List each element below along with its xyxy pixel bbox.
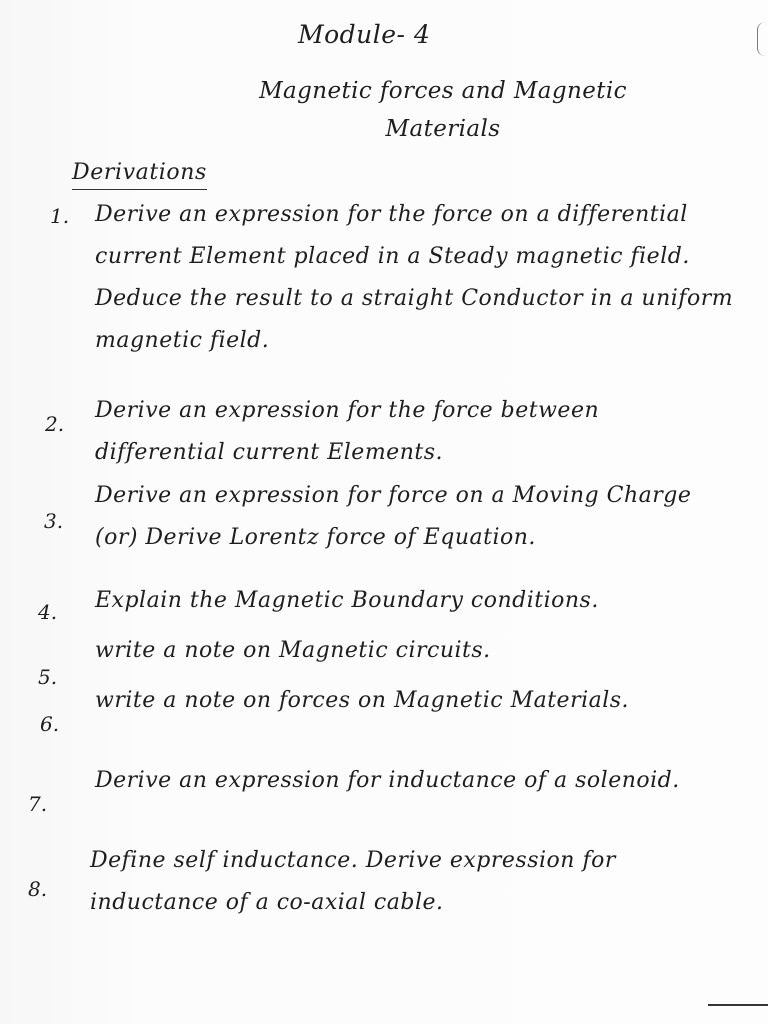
question-text-5: write a note on Magnetic circuits. [95,638,491,663]
question-number-1: 1. [50,204,70,228]
question-text-6: write a note on forces on Magnetic Materials. [95,688,630,713]
section-heading: Derivations [72,160,207,190]
binding-edge-mark [757,22,768,56]
question-text-4: Explain the Magnetic Boundary conditions. [95,588,599,613]
question-text-3: Derive an expression for force on a Moving Charge (or) Derive Lorentz force of Equation. [95,483,699,550]
question-number-3: 3. [44,509,64,533]
question-text-2: Derive an expression for the force between differential current Elements. [95,398,607,465]
question-number-8: 8. [28,877,48,901]
module-title: Module- 4 [298,20,431,49]
question-text-1: Derive an expression for the force on a differential current Element placed in a Steady magnetic field. Deduce the result to a straight Conductor in a uniform magnetic field. [95,202,741,353]
question-text-7: Derive an expression for inductance of a solenoid. [95,768,680,793]
question-number-2: 2. [45,412,65,436]
question-number-6: 6. [40,712,60,736]
question-number-7: 7. [28,792,48,816]
question-number-4: 4. [38,600,58,624]
question-number-5: 5. [38,665,58,689]
question-text-8: Define self inductance. Derive expression for inductance of a co-axial cable. [90,848,624,915]
module-subtitle: Magnetic forces and Magnetic Materials [259,78,627,142]
bottom-edge-line [708,1004,768,1006]
